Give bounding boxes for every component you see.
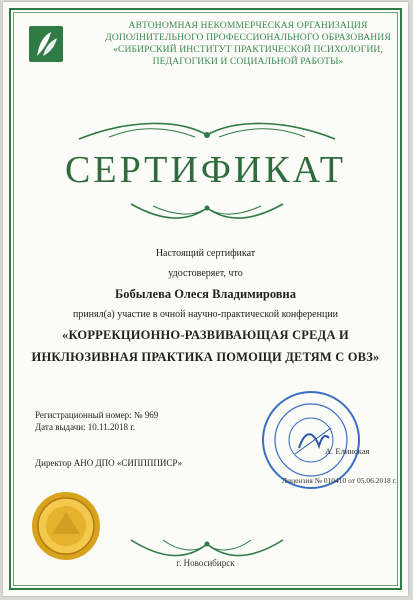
director-label: Директор АНО ДПО «СИППППИСР» [35, 458, 183, 468]
title-ornament [123, 198, 291, 224]
leaf-logo-icon [29, 26, 63, 62]
gold-seal-icon [30, 490, 102, 562]
registration-number: Регистрационный номер: № 969 [35, 410, 159, 420]
top-ornament [69, 117, 345, 145]
participation-line: принял(а) участие в очной научно-практической конференции [72, 309, 339, 320]
organization-name: АВТОНОМНАЯ НЕКОММЕРЧЕСКАЯ ОРГАНИЗАЦИЯ ДОПОЛНИТЕЛЬНОГО ПРОФЕССИОНАЛЬНОГО ОБРАЗОВАНИЯ «СИБИРСКИЙ ИНСТИТУТ ПРАКТИЧЕСКОЙ ПСИХОЛОГИИ, ПЕДАГОГИКИ И СОЦИАЛЬНОЙ РАБОТЫ» [105, 20, 391, 67]
city-label: г. Новосибирск [176, 558, 235, 568]
certifies-line: удостоверяет, что [168, 268, 243, 279]
license-number: Лицензия № 010410 от 05.06.2018 г. [282, 476, 397, 485]
conference-title-line1: «КОРРЕКЦИОННО-РАЗВИВАЮЩАЯ СРЕДА И [62, 328, 349, 342]
certificate-sheet [3, 2, 408, 596]
signer-name: А. Елинская [325, 446, 370, 456]
certificate-title: СЕРТИФИКАТ [65, 149, 346, 191]
conference-title-line2: ИНКЛЮЗИВНАЯ ПРАКТИКА ПОМОЩИ ДЕТЯМ С ОВЗ» [31, 350, 380, 364]
intro-line: Настоящий сертификат [155, 248, 256, 259]
recipient-name: Бобылева Олеся Владимировна [114, 287, 297, 301]
issue-date: Дата выдачи: 10.11.2018 г. [35, 422, 136, 432]
